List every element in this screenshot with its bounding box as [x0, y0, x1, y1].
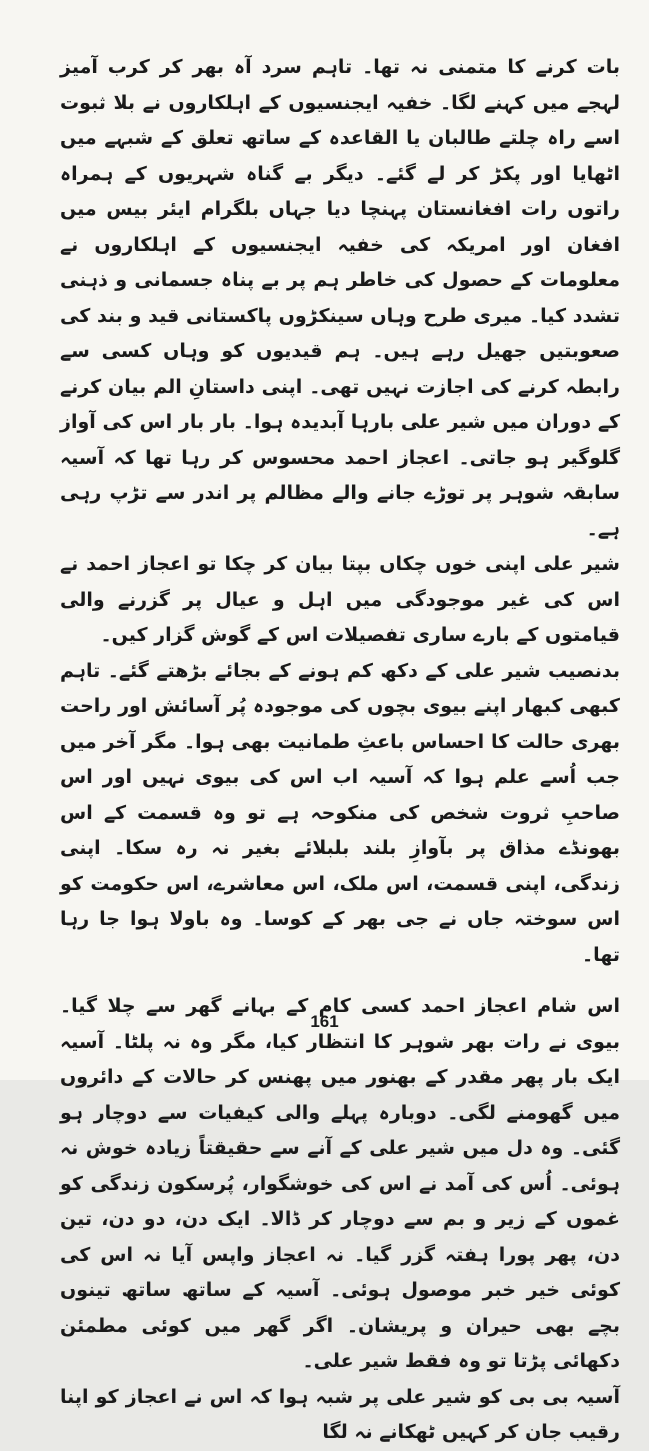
- paragraph-2: شیر علی اپنی خوں چکاں بپتا بیان کر چکا تو اعجاز احمد نے اس کی غیر موجودگی میں اہل و عیال پر گزرنے والی قیامتوں کے بارے ساری تفصیلات اس کے گوش گزار کیں۔: [60, 553, 620, 646]
- paragraph-1: بات کرنے کا متمنی نہ تھا۔ تاہم سرد آہ بھر کر کرب آمیز لہجے میں کہنے لگا۔ خفیہ ایجنسیوں کے اہلکاروں نے بلا ثبوت اسے راہ چلتے طالبان یا القاعدہ کے ساتھ تعلق کے شبہے میں اٹھایا اور پکڑ کر لے گئے۔ دیگر بے گناہ شہریوں کے ہمراہ راتوں رات افغانستان پہنچا دیا جہاں بلگرام ایئر بیس میں افغان اور امریکہ کی خفیہ ایجنسیوں کے اہلکاروں نے معلومات کے حصول کی خاطر ہم پر بے پناہ جسمانی و ذہنی تشدد کیا۔ میری طرح وہاں سینکڑوں پاکستانی قید و بند کی صعوبتیں جھیل رہے ہیں۔ ہم قیدیوں کو وہاں کسی سے رابطہ کرنے کی اجازت نہیں تھی۔ اپنی داستانِ الم بیان کرنے کے دوران میں شیر علی بارہا آبدیدہ ہوا۔ بار بار اس کی آواز گلوگیر ہو جاتی۔ اعجاز احمد محسوس کر رہا تھا کہ آسیہ سابقہ شوہر پر توڑے جانے والے مظالم پر اندر سے تڑپ رہی ہے۔: [60, 56, 620, 540]
- paragraph-3: بدنصیب شیر علی کے دکھ کم ہونے کے بجائے بڑھتے گئے۔ تاہم کبھی کبھار اپنے بیوی بچوں کی موجودہ پُر آسائش اور راحت بھری حالت کا احساس باعثِ طمانیت بھی ہوا۔ مگر آخر میں جب اُسے علم ہوا کہ آسیہ اب اس کی بیوی نہیں اور اس صاحبِ ثروت شخص کی منکوحہ ہے تو وہ قسمت کے اس بھونڈے مذاق پر بآوازِ بلند بلبلائے بغیر نہ رہ سکا۔ اپنی زندگی، اپنی قسمت، اس ملک، اس معاشرے، اس حکومت کو اس سوختہ جاں نے جی بھر کے کوسا۔ وہ باولا ہوا جا رہا تھا۔: [60, 659, 620, 966]
- page-number: 161: [310, 1012, 339, 1031]
- body-text: [60, 50, 620, 1451]
- paragraph-5: آسیہ بی بی کو شیر علی پر شبہ ہوا کہ اس نے اعجاز کو اپنا رقیب جان کر کہیں ٹھکانے نہ لگا: [60, 1385, 620, 1443]
- paragraph-4: اس شام اعجاز احمد کسی کام کے بہانے گھر سے چلا گیا۔ بیوی نے رات بھر شوہر کا انتظار کیا، مگر وہ نہ پلٹا۔ آسیہ ایک بار پھر مقدر کے بھنور میں پھنس کر حالات کے دائروں میں گھومنے لگی۔ دوبارہ پہلے والی کیفیات سے دوچار ہو گئی۔ وہ دل میں شیر علی کے آنے سے حقیقتاً زیادہ خوش نہ ہوئی۔ اُس کی آمد نے اس کی خوشگوار، پُرسکون زندگی کو غموں کے زیر و بم سے دوچار کر ڈالا۔ ایک دن، دو دن، تین دن، پھر پورا ہفتہ گزر گیا۔ نہ اعجاز واپس آیا نہ اس کی کوئی خیر خبر موصول ہوئی۔ آسیہ کے ساتھ ساتھ تینوں بچے بھی حیران و پریشان۔ اگر گھر میں کوئی مطمئن دکھائی پڑتا تو وہ فقط شیر علی۔: [60, 995, 620, 1372]
